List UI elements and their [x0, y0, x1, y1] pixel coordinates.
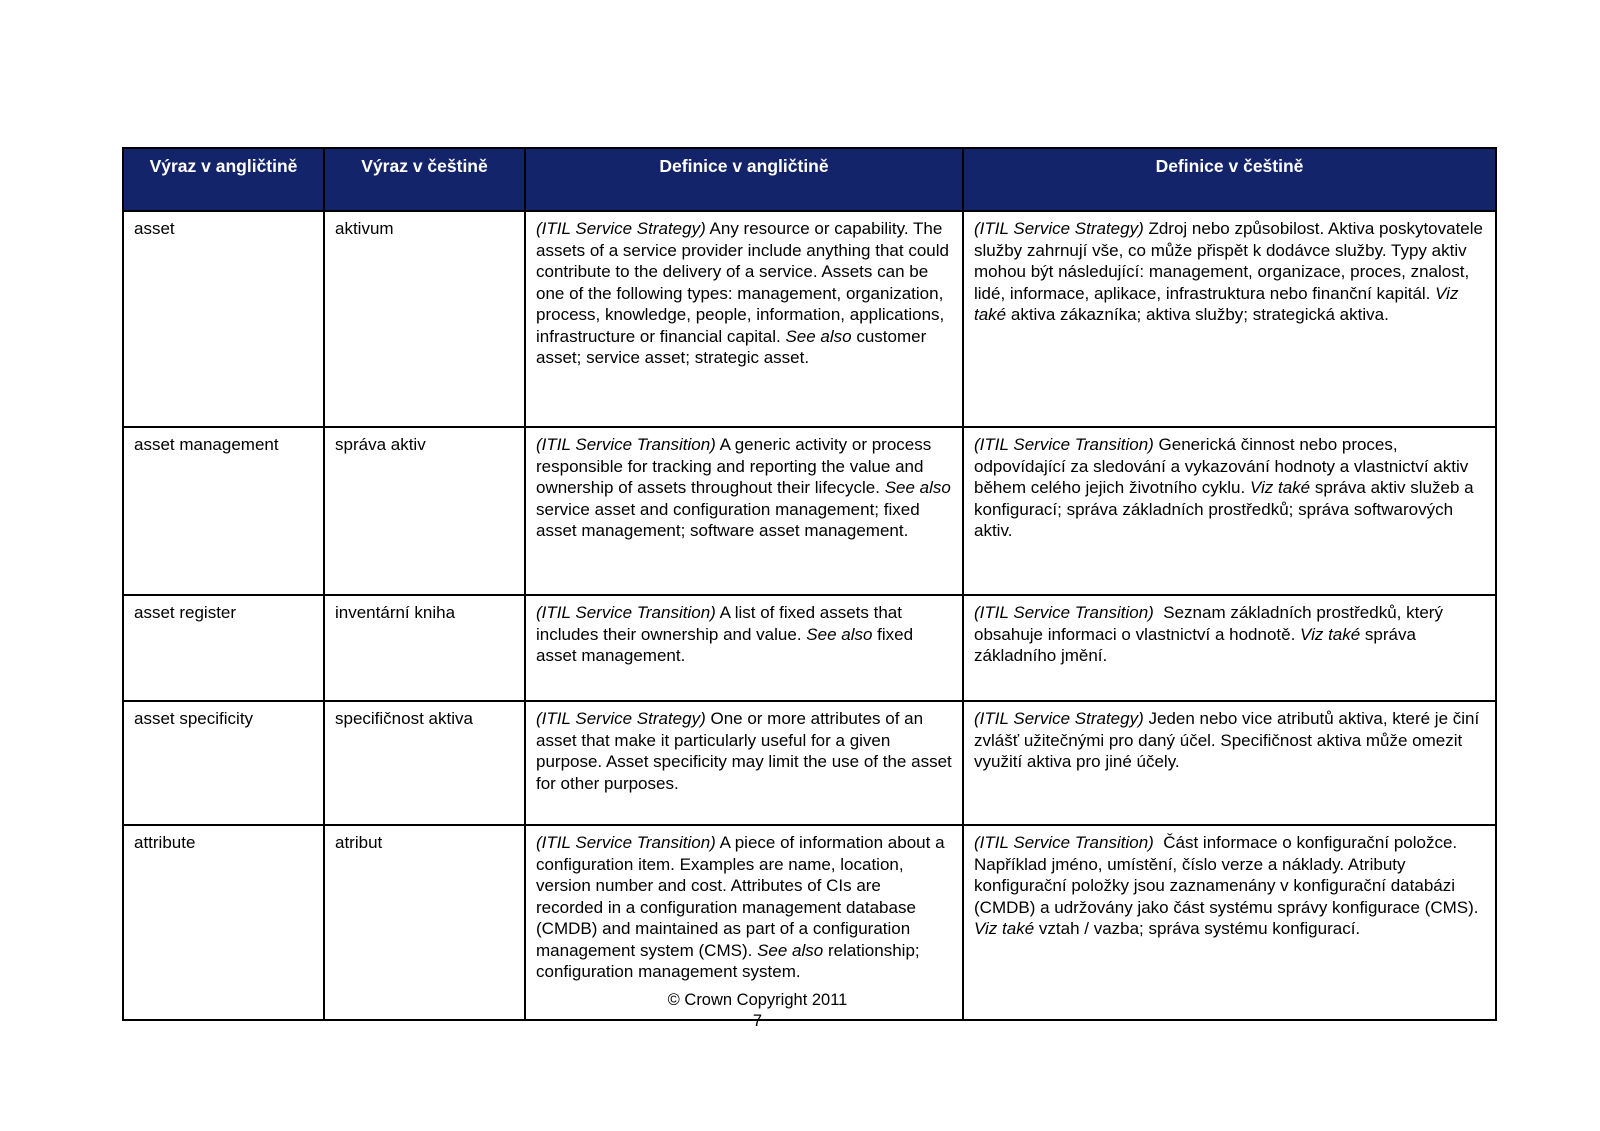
glossary-table	[122, 147, 1497, 1021]
glossary-row	[123, 427, 1496, 595]
term-czech-cell: atribut	[324, 825, 525, 1020]
definition-english-cell: (ITIL Service Transition) A list of fixed assets that includes their ownership and value. See also fixed asset management.	[525, 595, 963, 701]
definition-czech-cell: (ITIL Service Strategy) Jeden nebo vice atributů aktiva, které je činí zvlášť užitečnými pro daný účel. Specifičnost aktiva může omezit využití aktiva pro jiné účely.	[963, 701, 1496, 825]
page-footer	[0, 990, 1515, 1032]
header-term-english: Výraz v angličtině	[123, 148, 324, 211]
copyright-text: © Crown Copyright 2011	[667, 991, 848, 1009]
term-english-cell: asset management	[123, 427, 324, 595]
term-czech-cell: specifičnost aktiva	[324, 701, 525, 825]
term-czech-cell: inventární kniha	[324, 595, 525, 701]
definition-czech-cell: (ITIL Service Transition) Část informace o konfigurační položce. Například jméno, umístění, číslo verze a náklady. Atributy konfigurační položky jsou zaznamenány v konfigurační databázi (CMDB) a udržovány jako část systému správy konfigurace (CMS). Viz také vztah / vazba; správa systému konfigurací.	[963, 825, 1496, 1020]
page-number: 7	[752, 1012, 763, 1030]
header-definition-czech: Definice v češtině	[963, 148, 1496, 211]
term-czech-cell: aktivum	[324, 211, 525, 427]
definition-english-cell: (ITIL Service Strategy) One or more attributes of an asset that make it particularly useful for a given purpose. Asset specificity may limit the use of the asset for other purposes.	[525, 701, 963, 825]
term-english-cell: attribute	[123, 825, 324, 1020]
header-definition-english: Definice v angličtině	[525, 148, 963, 211]
term-english-cell: asset	[123, 211, 324, 427]
term-english-cell: asset register	[123, 595, 324, 701]
glossary-table-body	[123, 211, 1496, 1020]
term-english-cell: asset specificity	[123, 701, 324, 825]
definition-english-cell: (ITIL Service Transition) A generic activity or process responsible for tracking and reporting the value and ownership of assets throughout their lifecycle. See also service asset and configuration management; fixed asset management; software asset management.	[525, 427, 963, 595]
definition-english-cell: (ITIL Service Transition) A piece of information about a configuration item. Examples are name, location, version number and cost. Attributes of CIs are recorded in a configuration management database (CMDB) and maintained as part of a configuration management system (CMS). See also relationship; configuration management system.	[525, 825, 963, 1020]
glossary-row	[123, 211, 1496, 427]
header-term-czech: Výraz v češtině	[324, 148, 525, 211]
glossary-row	[123, 595, 1496, 701]
definition-english-cell: (ITIL Service Strategy) Any resource or capability. The assets of a service provider include anything that could contribute to the delivery of a service. Assets can be one of the following types: management, organization, process, knowledge, people, information, applications, infrastructure or financial capital. See also customer asset; service asset; strategic asset.	[525, 211, 963, 427]
definition-czech-cell: (ITIL Service Transition) Seznam základních prostředků, který obsahuje informaci o vlastnictví a hodnotě. Viz také správa základního jmění.	[963, 595, 1496, 701]
table-header-row	[123, 148, 1496, 211]
definition-czech-cell: (ITIL Service Transition) Generická činnost nebo proces, odpovídající za sledování a vykazování hodnoty a vlastnictví aktiv během celého jejich životního cyklu. Viz také správa aktiv služeb a konfigurací; správa základních prostředků; správa softwarových aktiv.	[963, 427, 1496, 595]
term-czech-cell: správa aktiv	[324, 427, 525, 595]
definition-czech-cell: (ITIL Service Strategy) Zdroj nebo způsobilost. Aktiva poskytovatele služby zahrnují vše, co může přispět k dodávce služby. Typy aktiv mohou být následující: management, organizace, proces, znalost, lidé, informace, aplikace, infrastruktura nebo finanční kapitál. Viz také aktiva zákazníka; aktiva služby; strategická aktiva.	[963, 211, 1496, 427]
glossary-row	[123, 701, 1496, 825]
